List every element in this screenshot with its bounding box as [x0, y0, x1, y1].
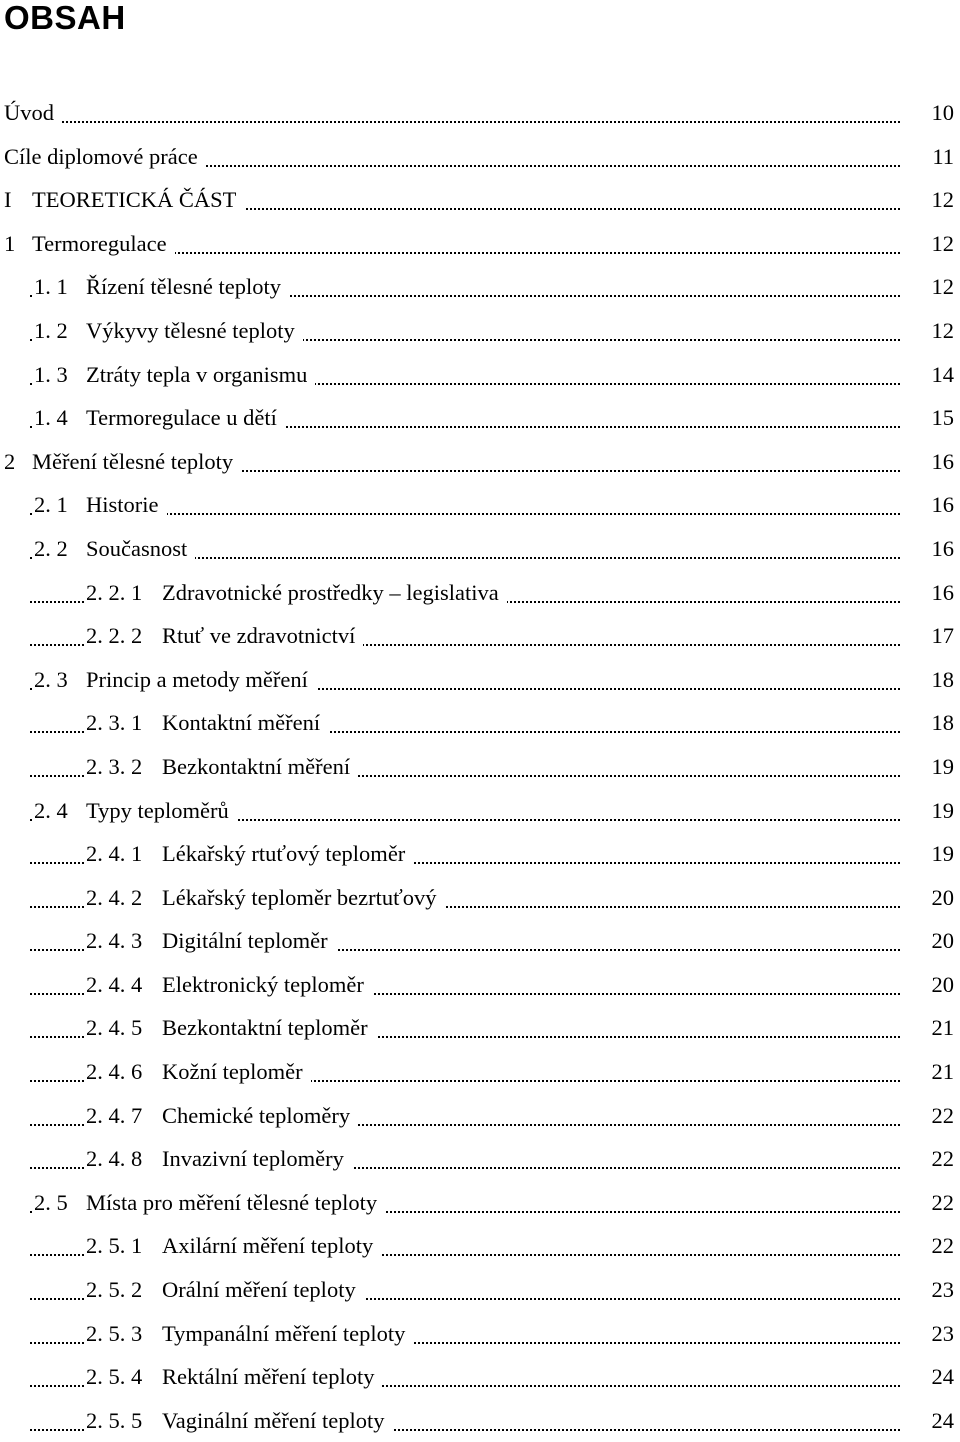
toc-entry-number: 2. 3	[34, 666, 68, 692]
toc-entry-number: 2. 3. 2	[86, 753, 143, 779]
toc-entry-page-number: 12	[926, 178, 955, 222]
toc-entry[interactable]	[0, 353, 960, 397]
toc-entry[interactable]	[0, 701, 960, 745]
toc-entry[interactable]	[0, 963, 960, 1007]
toc-entry-label	[86, 1094, 358, 1138]
toc-entry[interactable]	[0, 1224, 960, 1268]
toc-entry-label	[34, 265, 289, 309]
toc-entry-label	[34, 1181, 385, 1225]
toc-entry-page-number: 17	[926, 614, 955, 658]
toc-entry-title: Úvod	[4, 100, 54, 125]
toc-entry[interactable]	[0, 222, 960, 266]
toc-entry[interactable]	[0, 483, 960, 527]
toc-entry-number: 2. 5	[34, 1189, 68, 1215]
toc-entry-number: 2. 2	[34, 535, 68, 561]
toc-entry-page-number: 12	[926, 222, 955, 266]
toc-entry-number: 2. 4. 8	[86, 1146, 143, 1172]
toc-entry-title: Výkyvy tělesné teploty	[86, 317, 295, 343]
toc-entry-title: Rtuť ve zdravotnictví	[162, 623, 356, 649]
toc-entry[interactable]	[0, 1312, 960, 1356]
toc-entry-label	[86, 832, 413, 876]
toc-entry-page-number: 23	[926, 1268, 955, 1312]
toc-entry-label	[86, 1006, 376, 1050]
toc-entry-page-number: 20	[926, 876, 955, 920]
toc-entry-title: Tympanální měření teploty	[162, 1320, 406, 1346]
toc-entry-title: Lékařský rtuťový teploměr	[162, 841, 406, 867]
toc-entry[interactable]	[0, 396, 960, 440]
toc-entry-page-number: 22	[926, 1224, 955, 1268]
toc-entry-number: 2	[4, 448, 16, 474]
toc-entry[interactable]	[0, 1268, 960, 1312]
toc-entry-number: 2. 4. 3	[86, 928, 143, 954]
toc-entry-label	[86, 963, 372, 1007]
toc-entry-title: Kožní teploměr	[162, 1059, 303, 1085]
toc-entry-label	[86, 1399, 392, 1442]
toc-entry-label	[34, 789, 237, 833]
toc-entry-title: Místa pro měření tělesné teploty	[86, 1189, 378, 1215]
toc-entry-number: 1	[4, 230, 16, 256]
toc-entry-page-number: 21	[926, 1006, 955, 1050]
toc-entry-number: 2. 1	[34, 492, 68, 518]
toc-entry-label	[34, 483, 167, 527]
toc-entry-label	[86, 876, 445, 920]
toc-entry-page-number: 23	[926, 1312, 955, 1356]
toc-entry-page-number: 22	[926, 1094, 955, 1138]
toc-entry-number: I	[4, 187, 12, 213]
toc-entry[interactable]	[0, 1399, 960, 1442]
toc-entry-number: 2. 5. 2	[86, 1277, 143, 1303]
toc-entry-page-number: 15	[926, 396, 955, 440]
toc-entry-page-number: 16	[926, 571, 955, 615]
toc-entry-title: Chemické teploměry	[162, 1102, 351, 1128]
toc-entry-page-number: 22	[926, 1137, 955, 1181]
toc-entry[interactable]	[0, 265, 960, 309]
table-of-contents	[0, 91, 960, 1442]
dot-leader	[30, 121, 900, 123]
toc-entry-page-number: 11	[926, 135, 954, 179]
toc-entry-number: 2. 4. 1	[86, 841, 143, 867]
toc-entry[interactable]	[0, 135, 960, 179]
toc-entry-label	[86, 571, 507, 615]
toc-entry-number: 2. 4. 5	[86, 1015, 143, 1041]
toc-entry[interactable]	[0, 789, 960, 833]
toc-entry-page-number: 18	[926, 701, 955, 745]
toc-entry[interactable]	[0, 1006, 960, 1050]
toc-entry-title: Měření tělesné teploty	[32, 448, 234, 474]
toc-entry-page-number: 19	[926, 789, 955, 833]
toc-entry-title: Řízení tělesné teploty	[86, 274, 281, 300]
toc-entry[interactable]	[0, 876, 960, 920]
toc-entry-title: Zdravotnické prostředky – legislativa	[162, 579, 499, 605]
toc-entry[interactable]	[0, 1050, 960, 1094]
toc-entry-title: Kontaktní měření	[162, 710, 321, 736]
toc-entry-number: 1. 2	[34, 317, 68, 343]
toc-entry-number: 2. 5. 1	[86, 1233, 143, 1259]
toc-entry-title: Termoregulace u dětí	[86, 405, 277, 431]
toc-entry-label	[86, 745, 358, 789]
toc-entry-title: Lékařský teploměr bezrtuťový	[162, 884, 437, 910]
toc-entry-number: 2. 4. 2	[86, 884, 143, 910]
toc-entry-label	[86, 1355, 382, 1399]
toc-entry-page-number: 16	[926, 440, 955, 484]
toc-entry[interactable]	[0, 1181, 960, 1225]
toc-entry-title: Bezkontaktní měření	[162, 753, 351, 779]
toc-entry-number: 1. 3	[34, 361, 68, 387]
toc-entry[interactable]	[0, 919, 960, 963]
toc-entry-label	[86, 919, 336, 963]
toc-entry-label	[34, 309, 303, 353]
toc-entry-number: 2. 2. 1	[86, 579, 143, 605]
toc-heading: OBSAH	[4, 0, 126, 36]
toc-entry-number: 2. 4. 4	[86, 971, 143, 997]
toc-entry-title: Ztráty tepla v organismu	[86, 361, 308, 387]
toc-entry-number: 2. 4. 7	[86, 1102, 143, 1128]
toc-entry-page-number: 18	[926, 658, 955, 702]
toc-entry-page-number: 20	[926, 963, 955, 1007]
toc-entry-number: 2. 4. 6	[86, 1059, 143, 1085]
toc-entry-page-number: 10	[926, 91, 955, 135]
toc-entry[interactable]	[0, 91, 960, 135]
toc-entry-label	[86, 614, 363, 658]
toc-entry-page-number: 19	[926, 832, 955, 876]
toc-entry-title: Digitální teploměr	[162, 928, 328, 954]
toc-entry[interactable]	[0, 571, 960, 615]
toc-entry-label	[34, 658, 316, 702]
toc-entry-page-number: 16	[926, 483, 955, 527]
toc-entry-title: Bezkontaktní teploměr	[162, 1015, 368, 1041]
toc-entry[interactable]	[0, 614, 960, 658]
toc-entry-title: Vaginální měření teploty	[162, 1407, 385, 1433]
toc-entry-page-number: 22	[926, 1181, 955, 1225]
toc-entry[interactable]	[0, 309, 960, 353]
toc-entry-number: 2. 4	[34, 797, 68, 823]
toc-entry-title: Invazivní teploměry	[162, 1146, 344, 1172]
toc-entry-title: Cíle diplomové práce	[4, 143, 198, 169]
toc-entry-page-number: 24	[926, 1399, 955, 1442]
toc-entry-title: Axilární měření teploty	[162, 1233, 374, 1259]
toc-entry-title: Termoregulace	[32, 230, 167, 256]
toc-entry[interactable]	[0, 1137, 960, 1181]
toc-entry-label	[4, 222, 175, 266]
toc-entry-label	[34, 527, 195, 571]
toc-entry-label	[34, 396, 285, 440]
toc-entry-label	[4, 440, 241, 484]
toc-entry-label	[86, 1137, 352, 1181]
toc-entry-page-number: 14	[926, 353, 955, 397]
toc-entry-label	[4, 178, 244, 222]
toc-entry-number: 2. 2. 2	[86, 623, 143, 649]
toc-entry-page-number: 12	[926, 309, 955, 353]
toc-entry-number: 2. 5. 4	[86, 1364, 143, 1390]
toc-entry-title: Historie	[86, 492, 159, 518]
toc-entry-label	[86, 701, 328, 745]
toc-entry-title: Současnost	[86, 535, 188, 561]
toc-entry-page-number: 21	[926, 1050, 955, 1094]
toc-entry-label	[86, 1312, 413, 1356]
toc-entry-number: 2. 3. 1	[86, 710, 143, 736]
toc-entry-title: Typy teploměrů	[86, 797, 229, 823]
toc-entry-title: Rektální měření teploty	[162, 1364, 375, 1390]
toc-entry[interactable]	[0, 527, 960, 571]
toc-entry[interactable]	[0, 440, 960, 484]
toc-entry-label	[86, 1050, 311, 1094]
toc-entry-label	[4, 135, 206, 179]
toc-entry[interactable]	[0, 745, 960, 789]
toc-entry-page-number: 16	[926, 527, 955, 571]
toc-entry-number: 1. 1	[34, 274, 68, 300]
toc-entry-label	[4, 91, 62, 135]
toc-entry[interactable]	[0, 658, 960, 702]
toc-entry-title: Princip a metody měření	[86, 666, 308, 692]
toc-entry[interactable]	[0, 832, 960, 876]
toc-entry[interactable]	[0, 178, 960, 222]
toc-entry-title: TEORETICKÁ ČÁST	[32, 187, 237, 213]
toc-entry-page-number: 20	[926, 919, 955, 963]
toc-entry-page-number: 19	[926, 745, 955, 789]
toc-entry-number: 1. 4	[34, 405, 68, 431]
toc-entry-page-number: 12	[926, 265, 955, 309]
toc-entry-number: 2. 5. 5	[86, 1407, 143, 1433]
toc-entry-title: Orální měření teploty	[162, 1277, 356, 1303]
toc-entry-label	[86, 1224, 381, 1268]
toc-entry-number: 2. 5. 3	[86, 1320, 143, 1346]
toc-entry[interactable]	[0, 1094, 960, 1138]
toc-entry-title: Elektronický teploměr	[162, 971, 364, 997]
toc-entry-label	[86, 1268, 364, 1312]
toc-entry-label	[34, 353, 315, 397]
toc-entry[interactable]	[0, 1355, 960, 1399]
toc-entry-page-number: 24	[926, 1355, 955, 1399]
